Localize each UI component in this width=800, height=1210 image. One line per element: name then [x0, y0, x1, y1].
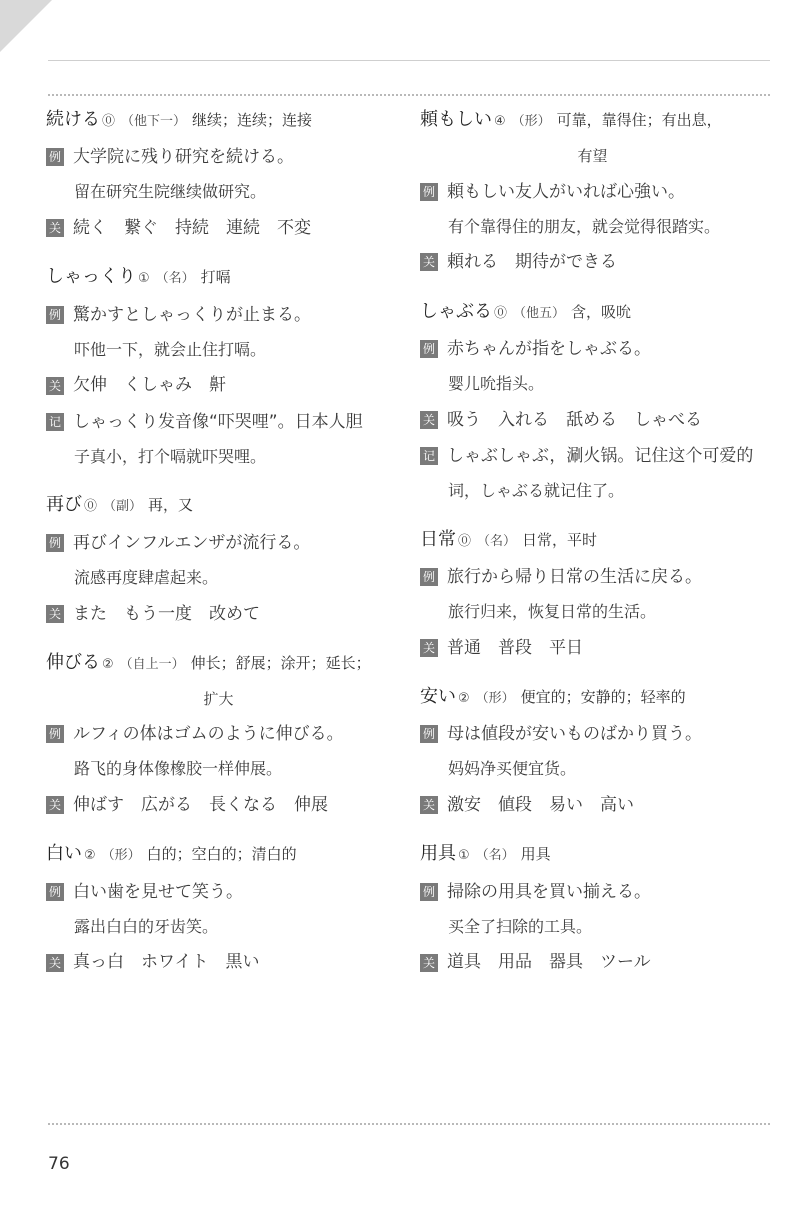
memo-continued-line [420, 481, 765, 502]
entry-word: 日常 [420, 528, 456, 550]
example-line [420, 566, 765, 588]
related-badge-icon: 关 [420, 954, 438, 972]
entry-pos: （形） [475, 690, 515, 706]
entry-pos: （副） [103, 499, 143, 515]
example-translation: 流感再度肆虐起来。 [74, 567, 219, 587]
page-corner-decoration [0, 0, 52, 52]
example-badge-icon: 例 [420, 725, 438, 743]
related-badge-icon: 关 [46, 377, 64, 395]
translation-line [420, 759, 765, 780]
related-words: 吸う 入れる 舐める しゃべる [447, 409, 702, 430]
entry-word: 安い [420, 685, 456, 707]
example-sentence: 母は値段が安いものばかり買う。 [447, 724, 702, 745]
entry-word: 続ける [46, 109, 100, 130]
example-badge-icon: 例 [420, 883, 438, 901]
example-line [46, 881, 391, 903]
vocab-entry [420, 842, 765, 973]
entry-pitch: ⓪ [102, 114, 116, 129]
entry-word: しゃっくり [46, 266, 136, 288]
entry-word: 用具 [420, 843, 456, 865]
entry-pitch: ② [458, 690, 470, 706]
vocab-entry [420, 300, 765, 502]
example-translation: 妈妈净买便宜货。 [448, 759, 577, 779]
entry-meaning-continued: 有望 [577, 147, 608, 166]
memo-badge-icon: 记 [46, 413, 64, 431]
example-translation: 旅行归来，恢复日常的生活。 [448, 602, 657, 622]
example-translation: 婴儿吮指头。 [448, 373, 545, 393]
example-sentence: 頼もしい友人がいれば心強い。 [447, 181, 685, 202]
related-badge-icon: 关 [46, 605, 64, 623]
memo-text-continued: 子真小，打个嗝就吓哭哩。 [74, 446, 267, 466]
example-translation: 路飞的身体像橡胶一样伸展。 [74, 759, 283, 779]
entry-meaning: 日常，平时 [522, 530, 598, 549]
related-line [46, 603, 391, 625]
translation-line [46, 568, 391, 589]
vocab-entry [46, 493, 391, 624]
example-line [46, 304, 391, 326]
related-badge-icon: 关 [46, 796, 64, 814]
entry-pos: （自上一） [119, 656, 185, 672]
top-dotted-divider [48, 94, 770, 96]
entry-head [420, 842, 765, 866]
related-words: 頼れる 期待ができる [447, 252, 617, 273]
related-badge-icon: 关 [46, 954, 64, 972]
entry-pos: （名） [477, 533, 517, 549]
example-line [420, 723, 765, 745]
page-number: 76 [48, 1154, 70, 1174]
translation-line [420, 217, 765, 238]
entry-meaning: 继续；连续；连接 [192, 111, 313, 129]
memo-badge-icon: 记 [420, 447, 438, 465]
example-line [420, 338, 765, 360]
related-line [46, 374, 391, 396]
example-sentence: ルフィの体はゴムのように伸びる。 [73, 724, 344, 745]
example-translation: 买全了扫除的工具。 [448, 916, 593, 936]
example-badge-icon: 例 [46, 883, 64, 901]
example-sentence: 驚かすとしゃっくりが止まる。 [73, 304, 311, 325]
example-sentence: 再びインフルエンザが流行る。 [73, 532, 311, 553]
entry-meaning: 打嗝 [200, 268, 231, 287]
example-translation: 吓他一下，就会止住打嗝。 [74, 339, 267, 359]
vocab-entry [46, 842, 391, 973]
related-words: 伸ばす 広がる 長くなる 伸展 [73, 795, 328, 816]
related-line [420, 637, 765, 659]
entry-pitch: ④ [494, 114, 506, 129]
entry-meaning-continued: 扩大 [203, 690, 234, 709]
example-badge-icon: 例 [46, 534, 64, 552]
example-translation: 留在研究生院继续做研究。 [74, 182, 267, 202]
left-column [46, 108, 391, 1000]
entry-meaning: 白的；空白的；清白的 [146, 845, 297, 864]
entry-word: 白い [46, 843, 82, 865]
related-line [420, 794, 765, 816]
entry-head [46, 651, 391, 710]
related-words: また もう一度 改めて [73, 603, 260, 624]
memo-line [420, 445, 765, 467]
related-line [46, 794, 391, 816]
example-sentence: 掃除の用具を買い揃える。 [447, 881, 651, 902]
example-badge-icon: 例 [46, 306, 64, 324]
entry-pitch: ⓪ [494, 305, 508, 321]
entry-meaning: 可靠，靠得住；有出息， [556, 111, 722, 129]
related-words: 欠伸 くしゃみ 鼾 [73, 375, 226, 396]
example-line [46, 723, 391, 745]
entry-meaning: 含，吸吮 [571, 302, 632, 321]
related-badge-icon: 关 [46, 219, 64, 237]
example-line [420, 881, 765, 903]
example-badge-icon: 例 [420, 568, 438, 586]
entry-word: しゃぶる [420, 300, 492, 322]
related-words: 道具 用品 器具 ツール [447, 952, 651, 973]
example-badge-icon: 例 [420, 183, 438, 201]
translation-line [420, 917, 765, 938]
entry-meaning: 伸长；舒展；涂开；延长； [190, 653, 371, 672]
entry-pos: （他五） [513, 305, 566, 321]
entry-head [46, 108, 391, 132]
entry-pitch: ① [458, 848, 470, 864]
translation-line [46, 917, 391, 938]
entry-pos: （名） [475, 848, 515, 864]
memo-text-continued: 词，しゃぶる就记住了。 [448, 480, 625, 500]
entry-word: 伸びる [46, 651, 100, 673]
header-rule [48, 60, 770, 61]
entry-meaning: 再，又 [148, 496, 194, 515]
entry-word: 再び [46, 494, 82, 516]
entry-pitch: ⓪ [458, 533, 472, 549]
entry-head [420, 685, 765, 709]
entry-pos: （名） [155, 271, 195, 287]
entry-pos: （形） [511, 114, 551, 129]
entry-head [420, 108, 765, 167]
related-line [420, 951, 765, 973]
entry-head [420, 300, 765, 324]
entry-pos: （形） [101, 848, 141, 864]
example-badge-icon: 例 [46, 148, 64, 166]
example-line [46, 532, 391, 554]
translation-line [420, 602, 765, 623]
vocab-entry [420, 528, 765, 659]
example-line [46, 146, 391, 168]
entry-head [46, 265, 391, 289]
vocab-entry [420, 108, 765, 274]
memo-text: しゃっくり发音像“吓哭哩”。日本人胆 [73, 411, 363, 432]
example-sentence: 旅行から帰り日常の生活に戻る。 [447, 567, 702, 587]
translation-line [46, 182, 391, 203]
memo-continued-line [46, 447, 391, 468]
example-translation: 有个靠得住的朋友，就会觉得很踏实。 [448, 216, 721, 236]
example-sentence: 白い歯を見せて笑う。 [73, 881, 243, 902]
entry-head [46, 842, 391, 866]
entry-meaning: 便宜的；安静的；轻率的 [520, 687, 686, 706]
memo-text: しゃぶしゃぶ，涮火锅。记住这个可爱的 [447, 445, 754, 466]
example-sentence: 赤ちゃんが指をしゃぶる。 [447, 338, 651, 359]
related-words: 真っ白 ホワイト 黒い [73, 952, 260, 973]
translation-line [46, 340, 391, 361]
example-translation: 露出白白的牙齿笑。 [74, 916, 219, 936]
entry-pitch: ② [102, 656, 114, 672]
example-badge-icon: 例 [46, 725, 64, 743]
related-badge-icon: 关 [420, 639, 438, 657]
example-line [420, 181, 765, 203]
example-sentence: 大学院に残り研究を続ける。 [73, 147, 294, 168]
memo-line [46, 411, 391, 433]
related-line [420, 409, 765, 431]
vocab-entry [46, 651, 391, 817]
entry-head [46, 493, 391, 517]
right-column [420, 108, 765, 1000]
entry-pitch: ② [84, 848, 96, 864]
related-words: 続く 繋ぐ 持続 連続 不変 [73, 218, 311, 239]
entry-meaning: 用具 [520, 845, 551, 864]
related-badge-icon: 关 [420, 411, 438, 429]
entry-pos: （他下一） [121, 114, 187, 129]
translation-line [46, 759, 391, 780]
vocab-entry [46, 265, 391, 467]
related-line [46, 951, 391, 973]
entry-pitch: ① [138, 271, 150, 287]
related-line [420, 251, 765, 273]
entry-word: 頼もしい [420, 109, 492, 130]
vocab-entry [46, 108, 391, 239]
related-line [46, 217, 391, 239]
example-badge-icon: 例 [420, 340, 438, 358]
bottom-dotted-divider [48, 1123, 770, 1125]
entry-pitch: ⓪ [84, 499, 98, 515]
translation-line [420, 374, 765, 395]
vocab-entry [420, 685, 765, 816]
related-words: 普通 普段 平日 [447, 637, 583, 658]
related-words: 激安 値段 易い 高い [447, 795, 634, 816]
related-badge-icon: 关 [420, 253, 438, 271]
entry-head [420, 528, 765, 552]
related-badge-icon: 关 [420, 796, 438, 814]
